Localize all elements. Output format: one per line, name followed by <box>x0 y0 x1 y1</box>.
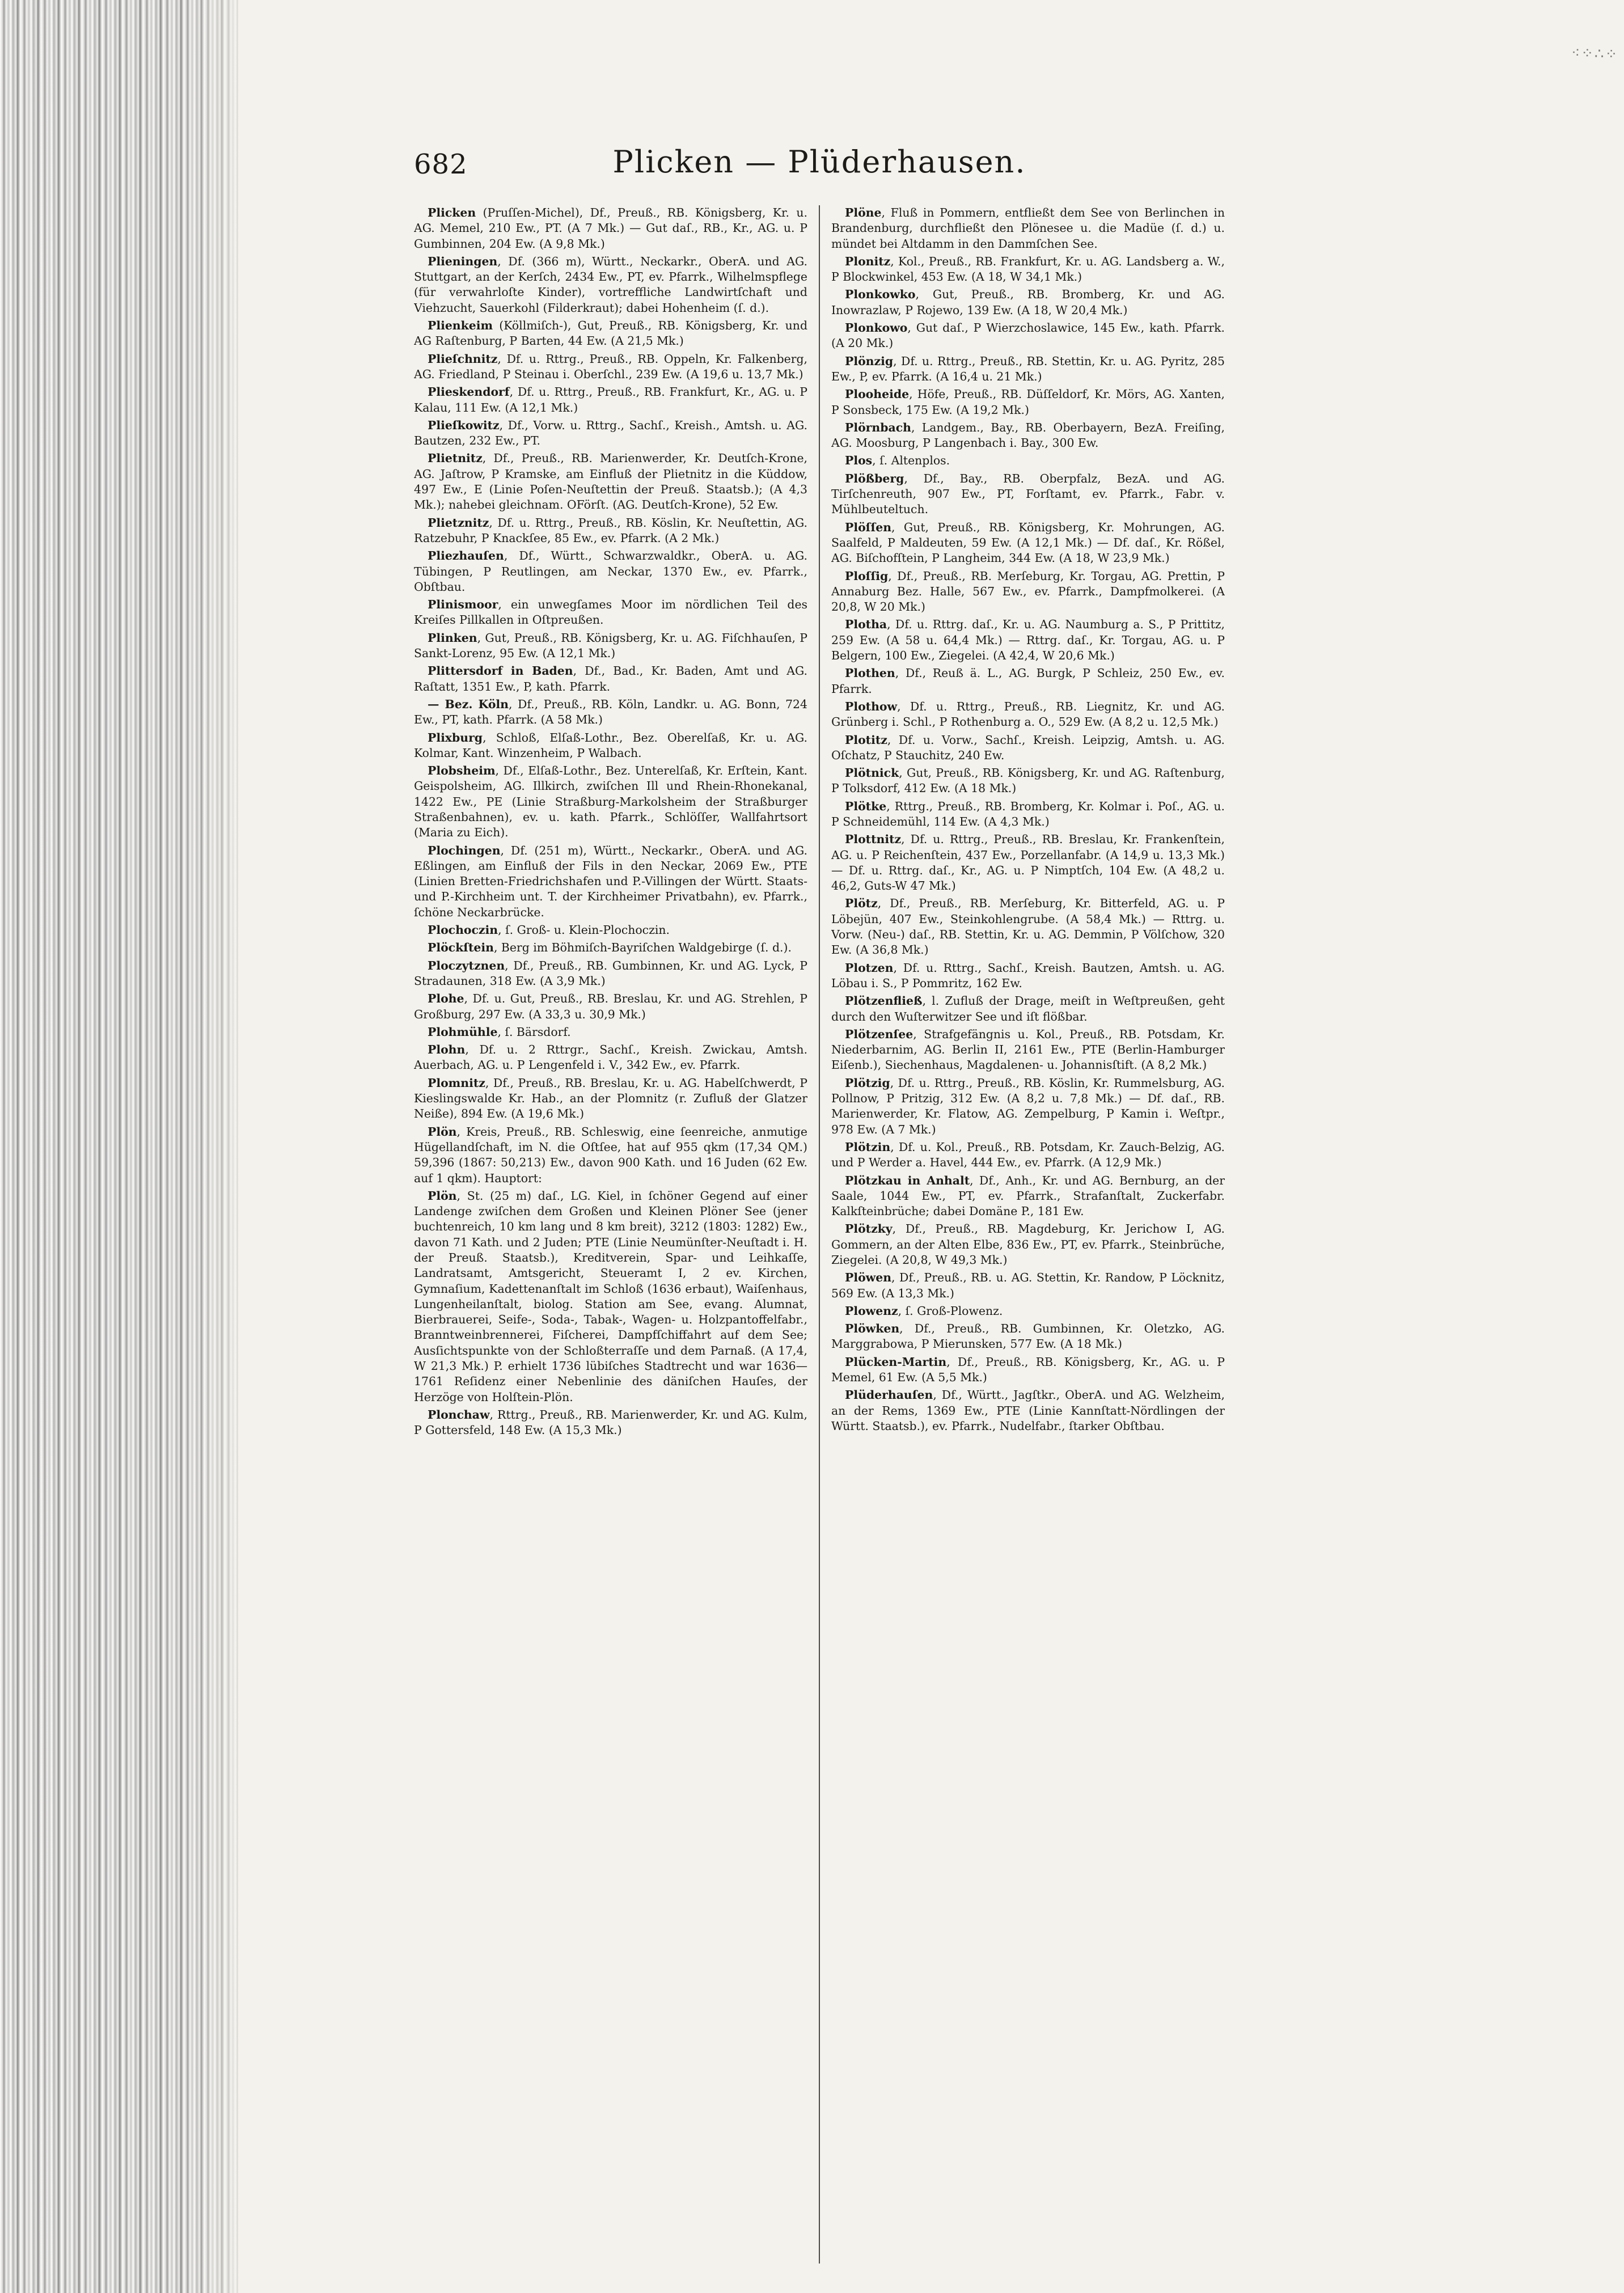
entry-headword: Ploczytznen <box>428 958 505 972</box>
entry-text: , Df. u. Rttrg. daſ., Kr. u. AG. Naumburg a. S., P Prittitz, 259 Ew. (A 58 u. 64,4 Mk.) — Rttrg. daſ., Kr. Torgau, AG. u. P Belgern, 100 Ew., Ziegelei. (A 42,4, W 20,6 Mk.) <box>831 617 1225 663</box>
entry-text: , Gut, Preuß., RB. Königsberg, Kr. und AG. Raſtenburg, P Tolksdorf, 412 Ew. (A 18 Mk.) <box>831 766 1225 796</box>
gazetteer-entry <box>831 832 1225 894</box>
entry-text: , Kol., Preuß., RB. Frankfurt, Kr. u. AG. Landsberg a. W., P Blockwinkel, 453 Ew. (A 18, W 34,1 Mk.) <box>831 254 1225 284</box>
entry-headword: Plochingen <box>428 843 501 857</box>
left-column <box>414 205 807 2264</box>
gazetteer-entry <box>414 352 807 383</box>
entry-headword: Plößberg <box>845 471 904 485</box>
entry-text: , Gut, Preuß., RB. Königsberg, Kr. Mohrungen, AG. Saalfeld, P Maldeuten, 59 Ew. (A 12,1 Mk.) — Df. daſ., Kr. Rößel, AG. Biſchofſtein, P Langheim, 344 Ew. (A 18, W 23,9 Mk.) <box>831 520 1225 565</box>
entry-text: , Df. u. Rttrg., Preuß., RB. Frankfurt, Kr., AG. u. P Kalau, 111 Ew. (A 12,1 Mk.) <box>414 385 807 414</box>
entry-text: , Df. u. Kol., Preuß., RB. Potsdam, Kr. Zauch-Belzig, AG. und P Werder a. Havel, 444 Ew., ev. Pfarrk. (A 12,9 Mk.) <box>831 1140 1225 1170</box>
gazetteer-entry <box>831 961 1225 992</box>
entry-headword: Plonkowo <box>845 321 908 335</box>
entry-text: , Df., Preuß., RB. Magdeburg, Kr. Jerichow I, AG. Gommern, an der Alten Elbe, 836 Ew., PT, ev. Pfarrk., Steinbrüche, Ziegelei. (A 20,8, W 49,3 Mk.) <box>831 1222 1225 1267</box>
gazetteer-entry <box>831 1355 1225 1386</box>
entry-text: , Df., Preuß., RB. u. AG. Stettin, Kr. Randow, P Löcknitz, 569 Ew. (A 13,3 Mk.) <box>831 1271 1225 1300</box>
entry-text: , Landgem., Bay., RB. Oberbayern, BezA. Freiſing, AG. Moosburg, P Langenbach i. Bay., 300 Ew. <box>831 420 1225 450</box>
entry-headword: Plobsheim <box>428 764 496 778</box>
gazetteer-entry <box>831 1173 1225 1220</box>
entry-headword: Plietznitz <box>428 515 489 530</box>
entry-text: , Df., Preuß., RB. Marienwerder, Kr. Deutſch-Krone, AG. Jaſtrow, P Kramske, am Einfluß der Plietnitz in die Küddow, 497 Ew., E (Linie Poſen-Neuſtettin der Preuß. Staatsb.); (A 4,3 Mk.); nahebei gleichnam. OFörſt. (AG. Deutſch-Krone), 52 Ew. <box>414 451 807 512</box>
gazetteer-entry <box>831 1027 1225 1073</box>
entry-headword: Plön <box>428 1188 457 1203</box>
entry-headword: Plietnitz <box>428 451 483 466</box>
entry-headword: Plötzky <box>845 1222 893 1236</box>
entry-text: , Fluß in Pommern, entfließt dem See von Berlinchen in Brandenburg, durchfließt den Plönesee u. die Madüe (ſ. d.) u. mündet bei Altdamm in den Dammſchen See. <box>831 206 1225 251</box>
gazetteer-entry <box>831 1221 1225 1268</box>
entry-headword: Plüderhauſen <box>845 1388 933 1402</box>
entry-text: , Df., Preuß., RB. Köln, Landkr. u. AG. Bonn, 724 Ew., PT, kath. Pfarrk. (A 58 Mk.) <box>414 697 807 727</box>
entry-headword: Plonchaw <box>428 1407 490 1422</box>
entry-text: , Gut, Preuß., RB. Königsberg, Kr. u. AG. Fiſchhauſen, P Sankt-Lorenz, 95 Ew. (A 12,1 Mk.) <box>414 631 807 661</box>
entry-text: , Df., Preuß., RB. Breslau, Kr. u. AG. Habelſchwerdt, P Kieslingswalde Kr. Hab., an der Plomnitz (r. Zufluß der Glatzer Neiße), 894 Ew. (A 19,6 Mk.) <box>414 1076 807 1121</box>
entry-text: , Df., Preuß., RB. Königsberg, Kr., AG. u. P Memel, 61 Ew. (A 5,5 Mk.) <box>831 1355 1225 1385</box>
gazetteer-entry <box>414 923 807 938</box>
gazetteer-entry <box>831 1304 1225 1319</box>
gazetteer-entry <box>414 548 807 595</box>
entry-text: , Df., Reuß ä. L., AG. Burgk, P Schleiz, 250 Ew., ev. Pfarrk. <box>831 666 1225 696</box>
entry-headword: Plinismoor <box>428 598 498 612</box>
entry-headword: Plötz <box>845 896 878 911</box>
entry-headword: Plieskendorf <box>428 385 510 399</box>
gazetteer-entry <box>414 843 807 920</box>
entry-headword: Plomnitz <box>428 1076 485 1090</box>
entry-text: , Df., Elſaß-Lothr., Bez. Unterelſaß, Kr. Erſtein, Kant. Geispolsheim, AG. Illkirch, zwiſchen Ill und Rhein-Rhonekanal, 1422 Ew., PE (Linie Straßburg-Markolsheim der Straßburger Straßenbahnen), ev. u. kath. Pfarrk., Schlöſſer, Wallfahrtsort (Maria zu Eich). <box>414 764 807 840</box>
entry-text: , ſ. Bärsdorf. <box>497 1025 571 1039</box>
gazetteer-entry <box>831 617 1225 663</box>
entry-text: , Rttrg., Preuß., RB. Marienwerder, Kr. und AG. Kulm, P Gottersfeld, 148 Ew. (A 15,3 Mk.) <box>414 1407 807 1437</box>
entry-headword: Plötzenfließ <box>845 994 923 1008</box>
entry-text: , Schloß, Elſaß-Lothr., Bez. Oberelſaß, Kr. u. AG. Kolmar, Kant. Winzenheim, P Walbach. <box>414 730 807 760</box>
gazetteer-entry <box>414 1407 807 1439</box>
entry-headword: Plothow <box>845 699 898 713</box>
gazetteer-entry <box>831 453 1225 468</box>
entry-text: , Df. u. Rttrg., Preuß., RB. Breslau, Kr. Frankenſtein, AG. u. P Reichenſtein, 437 Ew., Porzellanfabr. (A 14,9 u. 13,3 Mk.) — Df. u. Rttrg. daſ., Kr., AG. u. P Nimptſch, 104 Ew. (A 48,2 u. 46,2, Guts-W 47 Mk.) <box>831 832 1225 893</box>
page-header <box>414 136 1225 198</box>
dictionary-page <box>414 136 1225 2268</box>
entry-headword: Plöckſtein <box>428 941 494 955</box>
entry-headword: Plötzin <box>845 1140 891 1154</box>
entry-headword: Plötnick <box>845 766 899 780</box>
entry-headword: Plön <box>428 1124 457 1139</box>
gazetteer-entry <box>414 1076 807 1122</box>
entry-text: , Df., Preuß., RB. Merſeburg, Kr. Bitterfeld, AG. u. P Löbejün, 407 Ew., Steinkohlengrube. (A 58,4 Mk.) — Rttrg. u. Vorw. (Neu-) daſ., RB. Stettin, Kr. u. AG. Demmin, P Völſchow, 320 Ew. (A 36,8 Mk.) <box>831 896 1225 957</box>
gazetteer-entry <box>414 631 807 662</box>
gazetteer-entry <box>414 1188 807 1405</box>
entry-text: , Df. u. Rttrg., Preuß., RB. Köslin, Kr. Neuſtettin, AG. Ratzebuhr, P Knackſee, 85 Ew., ev. Pfarrk. (A 2 Mk.) <box>414 515 807 545</box>
entry-headword: Plochoczin <box>428 923 498 937</box>
entry-headword: Plöwen <box>845 1271 892 1285</box>
entry-headword: Plieſkowitz <box>428 418 500 432</box>
entry-text: , Gut daſ., P Wierzchoslawice, 145 Ew., kath. Pfarrk. (A 20 Mk.) <box>831 321 1225 350</box>
entry-text: , ſ. Altenplos. <box>872 454 950 468</box>
gazetteer-entry <box>831 254 1225 285</box>
entry-text: , Df., Württ., Jagſtkr., OberA. und AG. Welzheim, an der Rems, 1369 Ew., PTE (Linie Kannſtatt-Nördlingen der Württ. Staatsb.), ev. Pfarrk., Nudelfabr., ſtarker Obſtbau. <box>831 1388 1225 1433</box>
entry-text: , l. Zufluß der Drage, meiſt in Weſtpreußen, geht durch den Wuſterwitzer See und iſt flößbar. <box>831 994 1225 1023</box>
entry-headword: Plottnitz <box>845 832 902 847</box>
gazetteer-entry <box>831 993 1225 1025</box>
gazetteer-entry <box>831 387 1225 418</box>
entry-text: , Df. u. Gut, Preuß., RB. Breslau, Kr. und AG. Strehlen, P Großburg, 297 Ew. (A 33,3 u. 30,9 Mk.) <box>414 992 807 1021</box>
entry-headword: — Bez. Köln <box>428 697 509 711</box>
entry-text: , St. (25 m) daſ., LG. Kiel, in ſchöner Gegend auf einer Landenge zwiſchen dem Großen und Kleinen Plöner See (jener buchtenreich, 10 km lang und 8 km breit), 3212 (1803: 1282) Ew., davon 71 Kath. und 2 Juden; PTE (Linie Neumünſter-Neuſtadt i. H. der Preuß. Staatsb.), Kreditverein, Spar- und Leihkaſſe, Landratsamt, Amtsgericht, Steueramt I, 2 ev. Kirchen, Gymnaſium, Kadettenanſtalt im Schloß (1636 erbaut), Waiſenhaus, Lungenheilanſtalt, biolog. Station am See, evang. Alumnat, Bierbrauerei, Seife-, Soda-, Tabak-, Wagen- u. Holzpantoffelfabr., Branntweinbrennerei, Fiſcherei, Dampfſchiffahrt auf dem See; Ausſichtspunkte von der Schloßterraſſe und dem Parnaß. (A 17,4, W 21,3 Mk.) P. erhielt 1736 lübiſches Stadtrecht und war 1636—1761 Reſidenz einer Nebenlinie des däniſchen Hauſes, der Herzöge von Holſtein-Plön. <box>414 1188 807 1404</box>
gazetteer-entry <box>414 663 807 695</box>
entry-text: , Df., Preuß., RB. Gumbinnen, Kr. Oletzko, AG. Marggrabowa, P Mierunsken, 577 Ew. (A 18 Mk.) <box>831 1322 1225 1351</box>
entry-headword: Plos <box>845 454 873 468</box>
entry-text: , Df., Bad., Kr. Baden, Amt und AG. Raſtatt, 1351 Ew., P, kath. Pfarrk. <box>414 664 807 693</box>
entry-text: , Df. u. Rttrg., Sachſ., Kreish. Bautzen, Amtsh. u. AG. Löbau i. S., P Pommritz, 162 Ew. <box>831 961 1225 990</box>
entry-text: , Df., Preuß., RB. Gumbinnen, Kr. und AG. Lyck, P Stradaunen, 318 Ew. (A 3,9 Mk.) <box>414 958 807 988</box>
entry-text: , Df. u. Rttrg., Preuß., RB. Liegnitz, Kr. und AG. Grünberg i. Schl., P Rothenburg a. O., 529 Ew. (A 8,2 u. 12,5 Mk.) <box>831 699 1225 729</box>
gazetteer-entry <box>831 1140 1225 1171</box>
gazetteer-entry <box>414 515 807 547</box>
entry-headword: Plöwken <box>845 1322 900 1336</box>
entry-headword: Plotzen <box>845 961 894 975</box>
gazetteer-entry <box>414 205 807 252</box>
entry-text: , Df. (251 m), Württ., Neckarkr., OberA. und AG. Eßlingen, am Einfluß der Fils in den Neckar, 2069 Ew., PTE (Linien Bretten-Friedrichshafen und P.-Villingen der Württ. Staats- und P.-Kirchheim unt. T. der Kirchheimer Privatbahn), ev. Pfarrk., ſchöne Neckarbrücke. <box>414 843 807 919</box>
entry-headword: Plittersdorf in Baden <box>428 664 573 678</box>
entry-headword: Plotha <box>845 617 887 632</box>
entry-headword: Plicken <box>428 206 476 219</box>
entry-text: , Kreis, Preuß., RB. Schleswig, eine ſeenreiche, anmutige Hügellandſchaft, im N. die Oſtſee, hat auf 955 qkm (17,34 QM.) 59,396 (1867: 50,213) Ew., davon 900 Kath. und 16 Juden (62 Ew. auf 1 qkm). Hauptort: <box>414 1124 807 1185</box>
gazetteer-entry <box>831 569 1225 615</box>
gazetteer-entry <box>414 958 807 989</box>
gazetteer-entry <box>414 730 807 761</box>
entry-headword: Plieningen <box>428 254 498 268</box>
gazetteer-entry <box>414 1124 807 1186</box>
entry-text: , ſ. Groß-Plowenz. <box>898 1304 1003 1318</box>
entry-text: , Gut, Preuß., RB. Bromberg, Kr. und AG. Inowrazlaw, P Rojewo, 139 Ew. (A 18, W 20,4 Mk.) <box>831 287 1225 317</box>
gazetteer-entry <box>414 991 807 1022</box>
entry-headword: Plötke <box>845 799 887 813</box>
entry-text: , Df. u. Vorw., Sachſ., Kreish. Leipzig, Amtsh. u. AG. Oſchatz, P Stauchitz, 240 Ew. <box>831 733 1225 762</box>
entry-text: , Strafgefängnis u. Kol., Preuß., RB. Potsdam, Kr. Niederbarnim, AG. Berlin II, 2161 Ew., PTE (Berlin-Hamburger Eiſenb.), Siechenhaus, Magdalenen- u. Johannisſtift. (A 8,2 Mk.) <box>831 1027 1225 1072</box>
gazetteer-entry <box>831 699 1225 730</box>
entry-text: (Pruſſen-Michel), Df., Preuß., RB. Königsberg, Kr. u. AG. Memel, 210 Ew., PT. (A 7 Mk.) — Gut daſ., RB., Kr., AG. u. P Gumbinnen, 204 Ew. (A 9,8 Mk.) <box>414 206 807 251</box>
gazetteer-entry <box>831 666 1225 697</box>
gazetteer-entry <box>414 451 807 513</box>
entry-headword: Plotitz <box>845 733 887 747</box>
gazetteer-entry <box>831 354 1225 385</box>
entry-text: , Df., Bay., RB. Oberpfalz, BezA. und AG. Tirſchenreuth, 907 Ew., PT, Forſtamt, ev. Pfarrk., Fabr. v. Mühlbeuteltuch. <box>831 471 1225 517</box>
gazetteer-entry <box>831 765 1225 797</box>
entry-text: , Df. u. Rttrg., Preuß., RB. Stettin, Kr. u. AG. Pyritz, 285 Ew., P, ev. Pfarrk. (A 16,4 u. 21 Mk.) <box>831 354 1225 383</box>
gazetteer-entry <box>414 763 807 840</box>
gazetteer-entry <box>831 1387 1225 1434</box>
page-number: 682 <box>414 149 468 180</box>
entry-text: , Df., Preuß., RB. Merſeburg, Kr. Torgau, AG. Prettin, P Annaburg Bez. Halle, 567 Ew., ev. Pfarrk., Dampfmolkerei. (A 20,8, W 20 Mk.) <box>831 569 1225 614</box>
entry-headword: Plönzig <box>845 354 894 368</box>
gazetteer-entry <box>831 896 1225 958</box>
gazetteer-entry <box>414 418 807 449</box>
entry-headword: Plonitz <box>845 254 891 268</box>
gazetteer-entry <box>831 799 1225 830</box>
entry-headword: Plonkowko <box>845 287 916 302</box>
entry-headword: Plinken <box>428 631 477 645</box>
gazetteer-entry <box>831 520 1225 566</box>
gazetteer-entry <box>831 320 1225 352</box>
entry-headword: Plohn <box>428 1043 466 1057</box>
gazetteer-entry <box>414 1025 807 1040</box>
gazetteer-entry <box>831 287 1225 318</box>
gazetteer-entry <box>831 1076 1225 1137</box>
entry-headword: Plöſſen <box>845 520 892 534</box>
gazetteer-entry <box>831 471 1225 518</box>
gazetteer-entry <box>414 697 807 728</box>
entry-headword: Plötzenſee <box>845 1027 914 1041</box>
gazetteer-entry <box>414 597 807 628</box>
entry-headword: Plienkeim <box>428 319 493 333</box>
entry-text: , Df., Anh., Kr. und AG. Bernburg, an der Saale, 1044 Ew., PT, ev. Pfarrk., Strafanſtalt, Zuckerfabr. Kalkſteinbrüche; dabei Domäne P., 181 Ew. <box>831 1173 1225 1219</box>
entry-headword: Plothen <box>845 666 895 680</box>
entry-text: , Df. u. Rttrg., Preuß., RB. Oppeln, Kr. Falkenberg, AG. Friedland, P Steinau i. Oberſchl., 239 Ew. (A 19,6 u. 13,7 Mk.) <box>414 352 807 381</box>
gazetteer-entry <box>414 940 807 955</box>
entry-headword: Plücken-Martin <box>845 1355 947 1369</box>
text-columns <box>414 205 1225 2264</box>
running-title: Plicken — Plüderhausen. <box>612 144 1026 180</box>
gazetteer-entry <box>831 420 1225 451</box>
entry-headword: Ploſſig <box>845 569 889 583</box>
entry-text: , Df. (366 m), Württ., Neckarkr., OberA. und AG. Stuttgart, an der Kerſch, 2434 Ew., PT, ev. Pfarrk., Wilhelmspflege (für verwahrloſte Kinder), vortreffliche Landwirtſchaft und Viehzucht, Sauerkohl (Filderkraut); dabei Hohenheim (ſ. d.). <box>414 254 807 315</box>
entry-headword: Plowenz <box>845 1304 898 1318</box>
column-divider <box>819 205 820 2264</box>
entry-headword: Plöne <box>845 206 882 219</box>
binding-shadow <box>187 0 267 2293</box>
gazetteer-entry <box>414 254 807 316</box>
corner-scan-mark: ⁖⁘∴⁘ <box>1571 44 1619 64</box>
entry-headword: Plötzig <box>845 1076 890 1090</box>
entry-text: , ein unwegſames Moor im nördlichen Teil des Kreiſes Pillkallen in Oſtpreußen. <box>414 598 807 627</box>
entry-text: , Df. u. Rttrg., Preuß., RB. Köslin, Kr. Rummelsburg, AG. Pollnow, P Pritzig, 312 Ew. (A 8,2 u. 7,8 Mk.) — Df. daſ., RB. Marienwerder, Kr. Flatow, AG. Zempelburg, P Kamin i. Weſtpr., 978 Ew. (A 7 Mk.) <box>831 1076 1225 1136</box>
right-column <box>831 205 1225 2264</box>
entry-headword: Pliezhauſen <box>428 549 504 563</box>
gazetteer-entry <box>831 733 1225 764</box>
entry-text: , Höfe, Preuß., RB. Düſſeldorf, Kr. Mörs, AG. Xanten, P Sonsbeck, 175 Ew. (A 19,2 Mk.) <box>831 387 1225 417</box>
entry-headword: Plörnbach <box>845 420 911 434</box>
entry-headword: Plieſchnitz <box>428 352 498 366</box>
entry-text: , Rttrg., Preuß., RB. Bromberg, Kr. Kolmar i. Poſ., AG. u. P Schneidemühl, 114 Ew. (A 4,3 Mk.) <box>831 799 1225 828</box>
entry-headword: Plixburg <box>428 730 483 744</box>
gazetteer-entry <box>414 384 807 416</box>
entry-headword: Plohmühle <box>428 1025 498 1039</box>
entry-headword: Plötzkau in Anhalt <box>845 1173 970 1187</box>
entry-text: , Df., Württ., Schwarzwaldkr., OberA. u. AG. Tübingen, P Reutlingen, am Neckar, 1370 Ew., ev. Pfarrk., Obſtbau. <box>414 549 807 594</box>
entry-text: (Köllmiſch-), Gut, Preuß., RB. Königsberg, Kr. und AG Raſtenburg, P Barten, 44 Ew. (A 21,5 Mk.) <box>414 319 807 348</box>
entry-text: , Df., Vorw. u. Rttrg., Sachſ., Kreish., Amtsh. u. AG. Bautzen, 232 Ew., PT. <box>414 418 807 448</box>
gazetteer-entry <box>831 1270 1225 1301</box>
gazetteer-entry <box>414 1042 807 1073</box>
entry-text: , Df. u. 2 Rttrgr., Sachſ., Kreish. Zwickau, Amtsh. Auerbach, AG. u. P Lengenfeld i. V., 342 Ew., ev. Pfarrk. <box>414 1043 807 1072</box>
entry-headword: Plohe <box>428 992 464 1006</box>
entry-text: , Berg im Böhmiſch-Bayriſchen Waldgebirge (ſ. d.). <box>493 941 792 955</box>
gazetteer-entry <box>831 205 1225 252</box>
entry-headword: Plooheide <box>845 387 910 401</box>
entry-text: , ſ. Groß- u. Klein-Plochoczin. <box>498 923 670 937</box>
gazetteer-entry <box>831 1321 1225 1352</box>
gazetteer-entry <box>414 318 807 349</box>
